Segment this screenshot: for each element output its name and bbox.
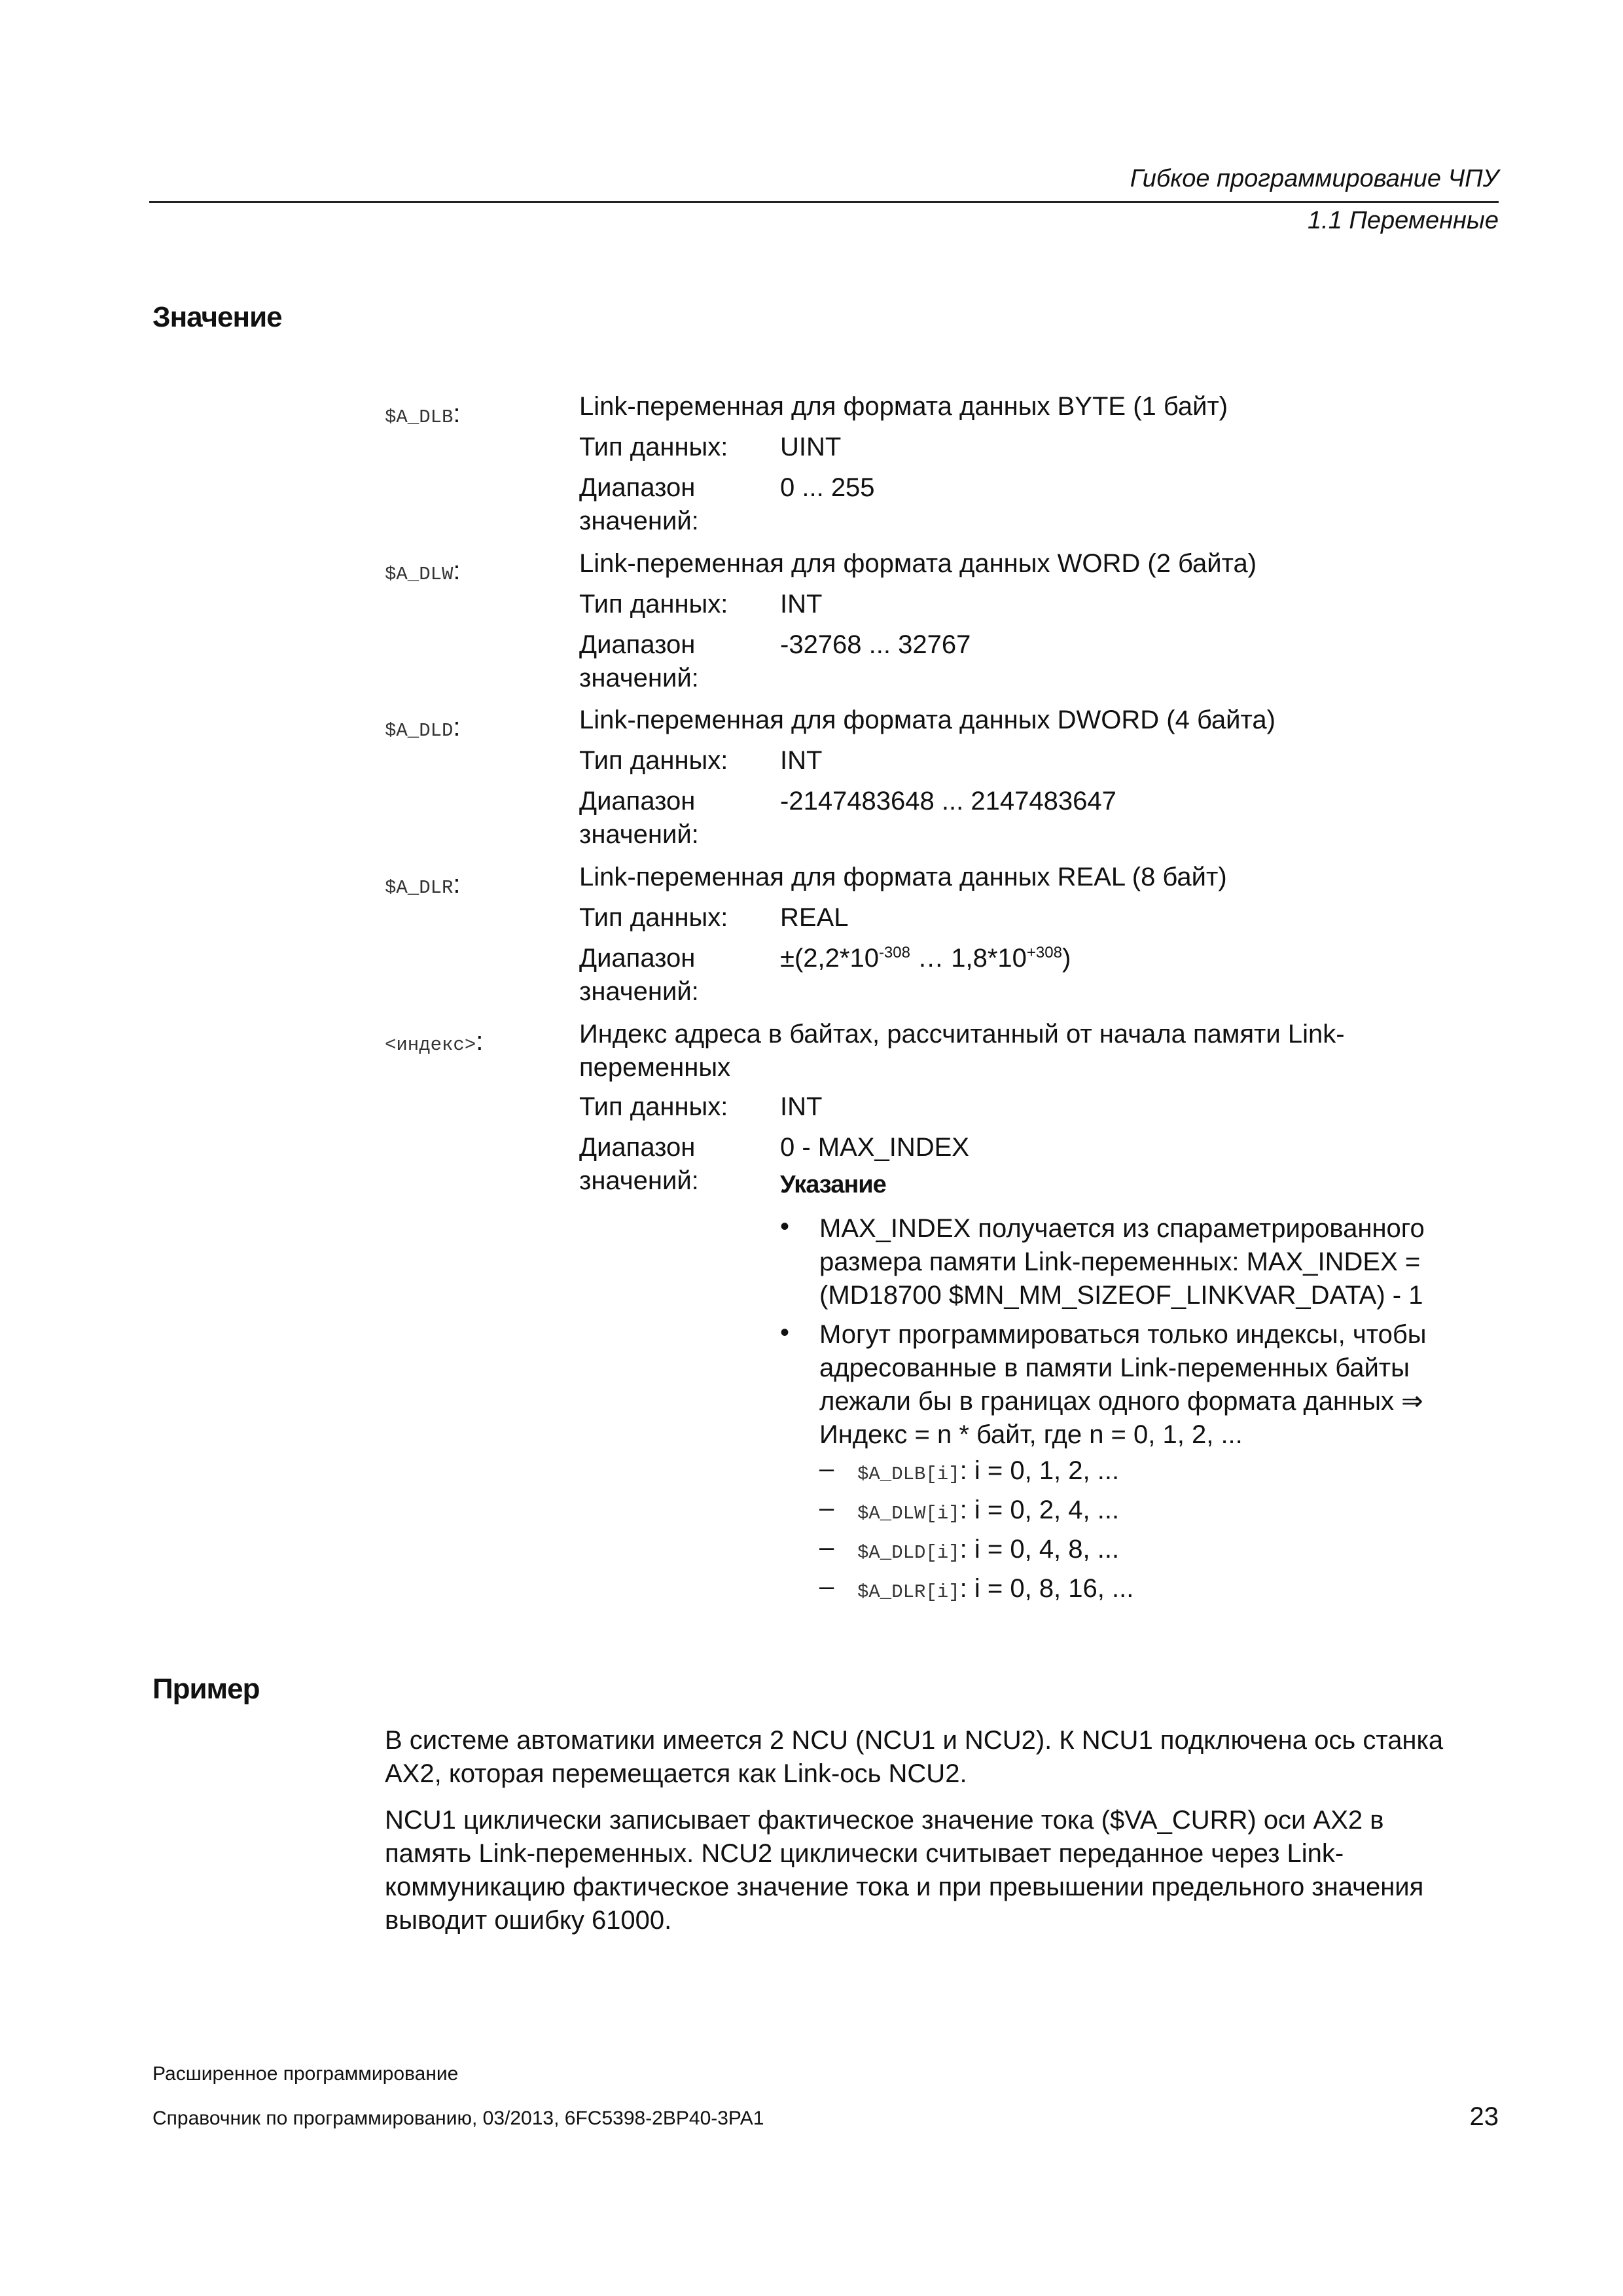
exponent: -308 bbox=[878, 944, 910, 961]
example-paragraph-1: В системе автоматики имеется 2 NCU (NCU1 и NCU2). К NCU1 подключена ось станка AX2, которая перемещается как Link-ось NCU2. bbox=[385, 1726, 1444, 1788]
dash-marker: – bbox=[819, 1494, 834, 1522]
index-rule: : i = 0, 2, 4, ... bbox=[959, 1496, 1120, 1524]
variable-description: Link-переменная для формата данных WORD (2 байта) bbox=[579, 549, 1257, 578]
section-heading-example: Пример bbox=[152, 1673, 260, 1705]
index-code: $A_DLD[i] bbox=[857, 1542, 960, 1564]
range-value: 0 ... 255 bbox=[780, 473, 875, 502]
footer-document-title: Расширенное программирование bbox=[152, 2063, 459, 2085]
data-type-label: Тип данных: bbox=[579, 746, 728, 775]
bullet-text: Могут программироваться только индексы, чтобы адресованные в памяти Link-переменных байты лежали бы в границах одного формата данных ⇒ Индекс = n * байт, где n = 0, 1, 2, ... bbox=[819, 1320, 1427, 1449]
data-type-value: INT bbox=[780, 746, 823, 775]
range-label: Диапазон значений: bbox=[579, 944, 699, 1006]
bullet-marker: • bbox=[780, 1212, 790, 1241]
footer-document-info: Справочник по программированию, 03/2013, 6FC5398-2BP40-3PA1 bbox=[152, 2108, 764, 2129]
dash-marker: – bbox=[819, 1572, 834, 1601]
variable-code: $A_DLR bbox=[385, 877, 454, 899]
index-rule: : i = 0, 4, 8, ... bbox=[959, 1535, 1120, 1564]
index-rule: : i = 0, 8, 16, ... bbox=[959, 1574, 1134, 1603]
data-type-value: UINT bbox=[780, 433, 842, 461]
dash-marker: – bbox=[819, 1454, 834, 1483]
data-type-value: REAL bbox=[780, 903, 849, 932]
data-type-label: Тип данных: bbox=[579, 433, 728, 461]
range-label: Диапазон значений: bbox=[579, 473, 699, 535]
section-heading-value: Значение bbox=[152, 301, 282, 333]
index-code: $A_DLR[i] bbox=[857, 1581, 960, 1603]
exponent: +308 bbox=[1026, 944, 1062, 961]
index-code: $A_DLB[i] bbox=[857, 1463, 960, 1485]
variable-code: $A_DLD bbox=[385, 720, 454, 742]
range-value: 0 - MAX_INDEX bbox=[780, 1133, 969, 1162]
range-value: $\pm(2,2*10^{-308}$ … $1,8*10^{+308}$) bbox=[780, 944, 1071, 973]
bullet-text: MAX_INDEX получается из спараметрированного размера памяти Link-переменных: MAX_INDEX = (MD18700 $MN_MM_SIZEOF_LINKVAR_DATA) - 1 bbox=[819, 1214, 1425, 1310]
code-colon: : bbox=[453, 870, 461, 899]
variable-description: Link-переменная для формата данных DWORD (4 байта) bbox=[579, 706, 1275, 734]
running-header-subtitle: 1.1 Переменные bbox=[1308, 207, 1499, 234]
header-rule bbox=[149, 201, 1499, 203]
variable-description: Link-переменная для формата данных BYTE (1 байт) bbox=[579, 392, 1228, 421]
code-colon: : bbox=[453, 399, 461, 428]
code-colon: : bbox=[453, 713, 461, 742]
variable-code: <индекс> bbox=[385, 1034, 476, 1056]
data-type-label: Тип данных: bbox=[579, 590, 728, 619]
range-label: Диапазон значений: bbox=[579, 787, 699, 849]
code-colon: : bbox=[453, 556, 461, 585]
index-code: $A_DLW[i] bbox=[857, 1503, 960, 1524]
data-type-value: INT bbox=[780, 590, 823, 619]
variable-description: Индекс адреса в байтах, рассчитанный от начала памяти Link- переменных bbox=[579, 1020, 1345, 1082]
range-value: -2147483648 ... 2147483647 bbox=[780, 787, 1116, 816]
code-colon: : bbox=[476, 1027, 484, 1056]
variable-code: $A_DLW bbox=[385, 564, 454, 585]
dash-marker: – bbox=[819, 1533, 834, 1562]
variable-code: $A_DLB bbox=[385, 406, 454, 428]
running-header-title: Гибкое программирование ЧПУ bbox=[1130, 165, 1499, 192]
example-paragraph-2: NCU1 циклически записывает фактическое значение тока ($VA_CURR) оси AX2 в память Link-переменных. NCU2 циклически считывает переданное через Link- коммуникацию фактическое значение тока и при превышении предельного значения выводит ошибку 61000. bbox=[385, 1806, 1424, 1935]
data-type-label: Тип данных: bbox=[579, 1092, 728, 1121]
variable-description: Link-переменная для формата данных REAL (8 байт) bbox=[579, 863, 1227, 891]
data-type-value: INT bbox=[780, 1092, 823, 1121]
page-number: 23 bbox=[1469, 2102, 1499, 2131]
note-title: Указание bbox=[780, 1171, 886, 1198]
range-value: -32768 ... 32767 bbox=[780, 630, 971, 659]
range-label: Диапазон значений: bbox=[579, 1133, 699, 1195]
data-type-label: Тип данных: bbox=[579, 903, 728, 932]
index-rule: : i = 0, 1, 2, ... bbox=[959, 1456, 1120, 1485]
range-label: Диапазон значений: bbox=[579, 630, 699, 692]
bullet-marker: • bbox=[780, 1318, 790, 1347]
